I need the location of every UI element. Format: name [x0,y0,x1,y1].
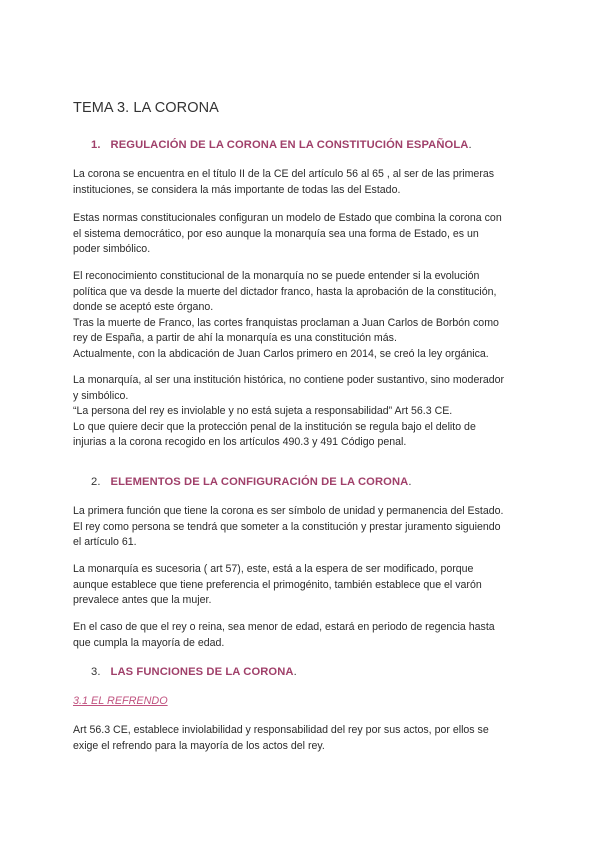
section-1-paragraph-4 [73,373,533,451]
document-title: TEMA 3. LA CORONA [73,100,219,116]
subsection-3-1-title: 3.1 EL REFRENDO [73,695,168,707]
section-2-number: 2. [91,476,101,488]
paragraph-line: poder simbólico. [73,243,151,256]
section-1-end: . [468,139,472,151]
paragraph-line: Actualmente, con la abdicación de Juan Carlos primero en 2014, se creó la ley orgánica. [73,347,489,360]
paragraph-line: La corona se encuentra en el título II de la CE del artículo 56 al 65 , al ser de las primeras [73,168,495,180]
paragraph-line: donde se aceptó este órgano. [73,301,214,314]
section-2-title: ELEMENTOS DE LA CONFIGURACIÓN DE LA CORONA [110,476,409,488]
paragraph-line: que cumpla la mayoría de edad. [73,636,225,649]
section-1-title: REGULACIÓN DE LA CORONA EN LA CONSTITUCIÓN ESPAÑOLA [110,139,469,151]
paragraph-line: La primera función que tiene la corona es ser símbolo de unidad y permanencia del Estado. [73,505,504,517]
paragraph-line: Estas normas constitucionales configuran un modelo de Estado que combina la corona con [73,212,502,224]
paragraph-line: el sistema democrático, por eso aunque la monarquía sea una forma de Estado, es un [73,227,479,240]
paragraph-line: instituciones, se considera la más importante de todas las del Estado. [73,183,401,196]
paragraph-line: El reconocimiento constitucional de la monarquía no se puede entender si la evolución [73,270,480,282]
paragraph-line: injurias a la corona recogido en los artículos 490.3 y 491 Código penal. [73,436,407,449]
paragraph-line: exige el refrendo para la mayoría de los actos del rey. [73,739,325,752]
section-1-heading [91,139,472,151]
paragraph-line: Lo que quiere decir que la protección penal de la institución se regula bajo el delito de [73,420,476,433]
paragraph-line: “La persona del rey es inviolable y no está sujeta a responsabilidad” Art 56.3 CE. [73,405,453,418]
paragraph-line: y simbólico. [73,389,129,402]
paragraph-line: política que va desde la muerte del dictador franco, hasta la aprobación de la constitución, [73,285,497,298]
section-2-heading [91,476,412,488]
paragraph-line: La monarquía es sucesoria ( art 57), este, está a la espera de ser modificado, porque [73,563,474,575]
paragraph-line: el artículo 61. [73,536,137,549]
section-1-paragraph-2 [73,211,533,258]
paragraph-line: El rey como persona se tendrá que someter a la constitución y prestar juramento siguiendo [73,520,501,533]
section-3-title: LAS FUNCIONES DE LA CORONA [110,666,294,678]
section-1-paragraph-3 [73,269,533,363]
section-2-paragraph-2 [73,562,533,609]
section-3-heading [91,666,297,678]
section-1-number: 1. [91,139,101,151]
paragraph-line: La monarquía, al ser una institución histórica, no contiene poder sustantivo, sino moderador [73,374,505,386]
paragraph-line: prevalece antes que la mujer. [73,594,212,607]
section-3-end: . [293,666,297,678]
section-3-paragraph-1 [73,723,533,754]
section-3-number: 3. [91,666,101,678]
section-2-end: . [408,476,412,488]
paragraph-line: Tras la muerte de Franco, las cortes franquistas proclaman a Juan Carlos de Borbón como [73,316,499,329]
paragraph-line: En el caso de que el rey o reina, sea menor de edad, estará en periodo de regencia hasta [73,621,495,633]
section-2-paragraph-3 [73,620,533,651]
paragraph-line: Art 56.3 CE, establece inviolabilidad y responsabilidad del rey por sus actos, por ellos se [73,724,489,736]
section-1-paragraph-1 [73,167,533,198]
section-2-paragraph-1 [73,504,533,551]
paragraph-line: rey de España, a partir de ahí la monarquía es una constitución más. [73,332,397,345]
paragraph-line: aunque establece que tiene preferencia el primogénito, también establece que el varón [73,578,482,591]
